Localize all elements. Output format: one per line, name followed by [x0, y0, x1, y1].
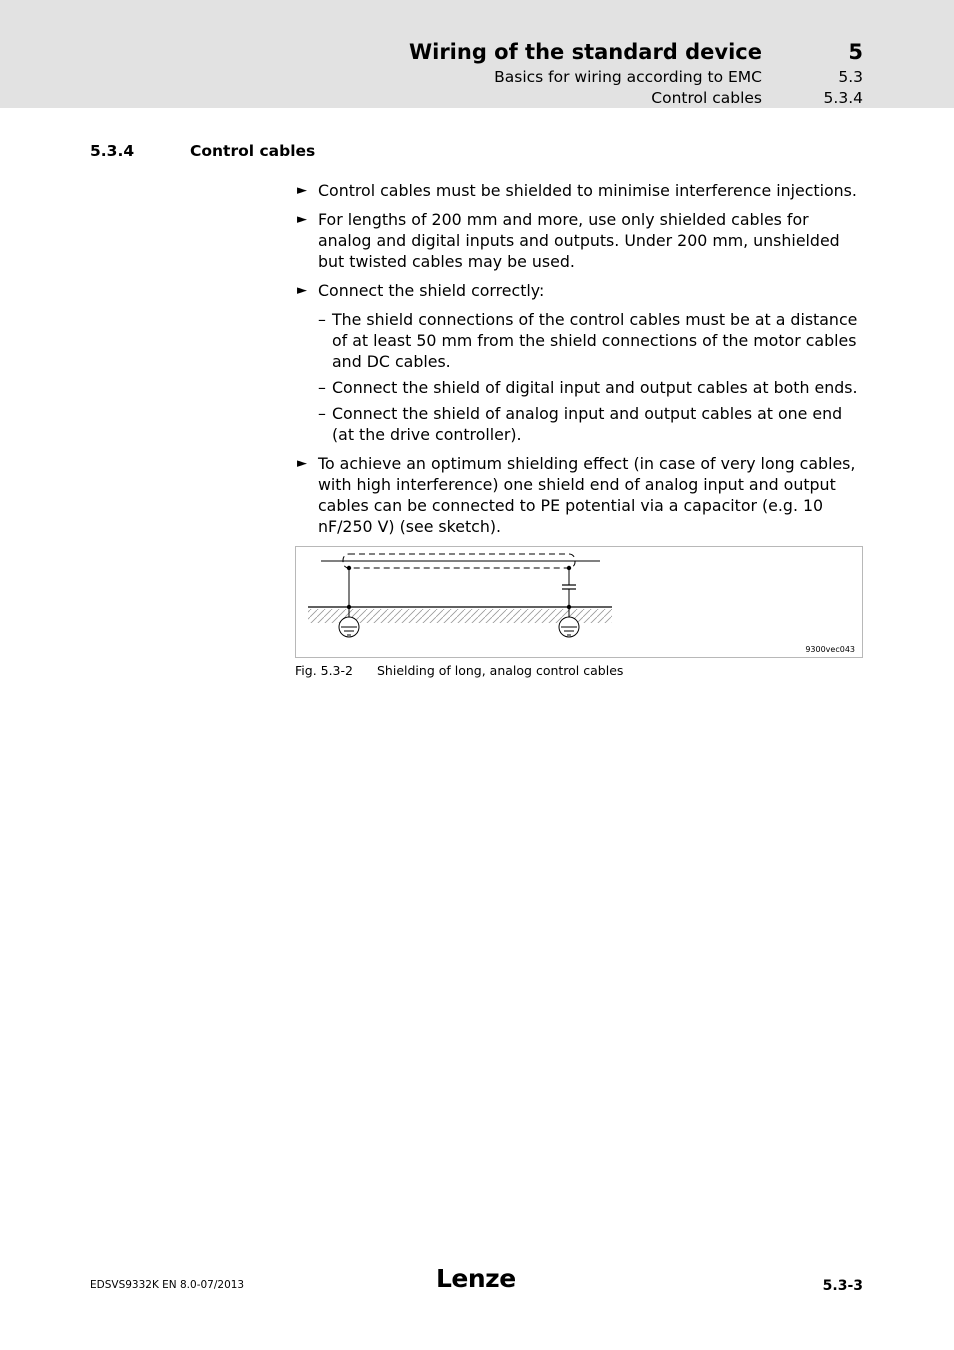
junction-dot	[567, 566, 571, 570]
shielding-sketch	[296, 547, 862, 657]
bullet-arrow-icon: ►	[297, 283, 307, 298]
lenze-logo: Lenze	[436, 1264, 516, 1293]
bullet-text: To achieve an optimum shielding effect (in case of very long cables, with high interference) one shield end of analog input and output cables can be connected to PE potential via a capacitor (e.g. 10 nF/250 V) (see sketch).	[318, 454, 856, 536]
sub-bullet-item	[297, 309, 863, 372]
sub-bullet-item	[297, 403, 863, 445]
bullet-item	[297, 280, 863, 301]
sub-bullet-item	[297, 377, 863, 398]
sub-bullet-list	[297, 309, 863, 445]
subsection-number-header: 5.3.4	[823, 89, 863, 107]
bullet-item	[297, 180, 863, 201]
bullet-text: Control cables must be shielded to minimise interference injections.	[318, 181, 857, 200]
dash-marker: –	[318, 404, 326, 423]
bullet-item	[297, 209, 863, 272]
bullet-item	[297, 453, 863, 537]
bullet-arrow-icon: ►	[297, 183, 307, 198]
sub-bullet-text: Connect the shield of digital input and output cables at both ends.	[332, 378, 858, 397]
sub-bullet-text: The shield connections of the control cables must be at a distance of at least 50 mm from the shield connections of the motor cables and DC cables.	[332, 310, 858, 371]
sub-bullet-text: Connect the shield of analog input and output cables at one end (at the drive controller).	[332, 404, 843, 444]
bullet-arrow-icon: ►	[297, 456, 307, 471]
bullet-text: Connect the shield correctly:	[318, 281, 545, 300]
figure-code: 9300vec043	[805, 645, 855, 654]
section-heading-number: 5.3.4	[90, 142, 135, 160]
section-title-header: Basics for wiring according to EMC	[494, 68, 762, 86]
junction-dot	[347, 566, 351, 570]
section-heading-title: Control cables	[190, 142, 316, 160]
chapter-title: Wiring of the standard device	[408, 40, 762, 64]
bullet-text: For lengths of 200 mm and more, use only shielded cables for analog and digital inputs and outputs. Under 200 mm, unshielded but twisted cables may be used.	[318, 210, 840, 271]
subsection-title-header: Control cables	[651, 89, 762, 107]
page-number: 5.3-3	[822, 1278, 863, 1294]
dash-marker: –	[318, 310, 326, 329]
section-number-header: 5.3	[838, 68, 863, 86]
bullet-arrow-icon: ►	[297, 212, 307, 227]
figure-caption: Shielding of long, analog control cables	[377, 663, 624, 678]
figure-label: Fig. 5.3-2	[295, 663, 353, 678]
body-content	[297, 180, 863, 545]
chapter-number: 5	[848, 40, 863, 64]
footer-document-id: EDSVS9332K EN 8.0-07/2013	[90, 1279, 245, 1291]
shielding-sketch-figure	[295, 546, 863, 658]
dash-marker: –	[318, 378, 326, 397]
